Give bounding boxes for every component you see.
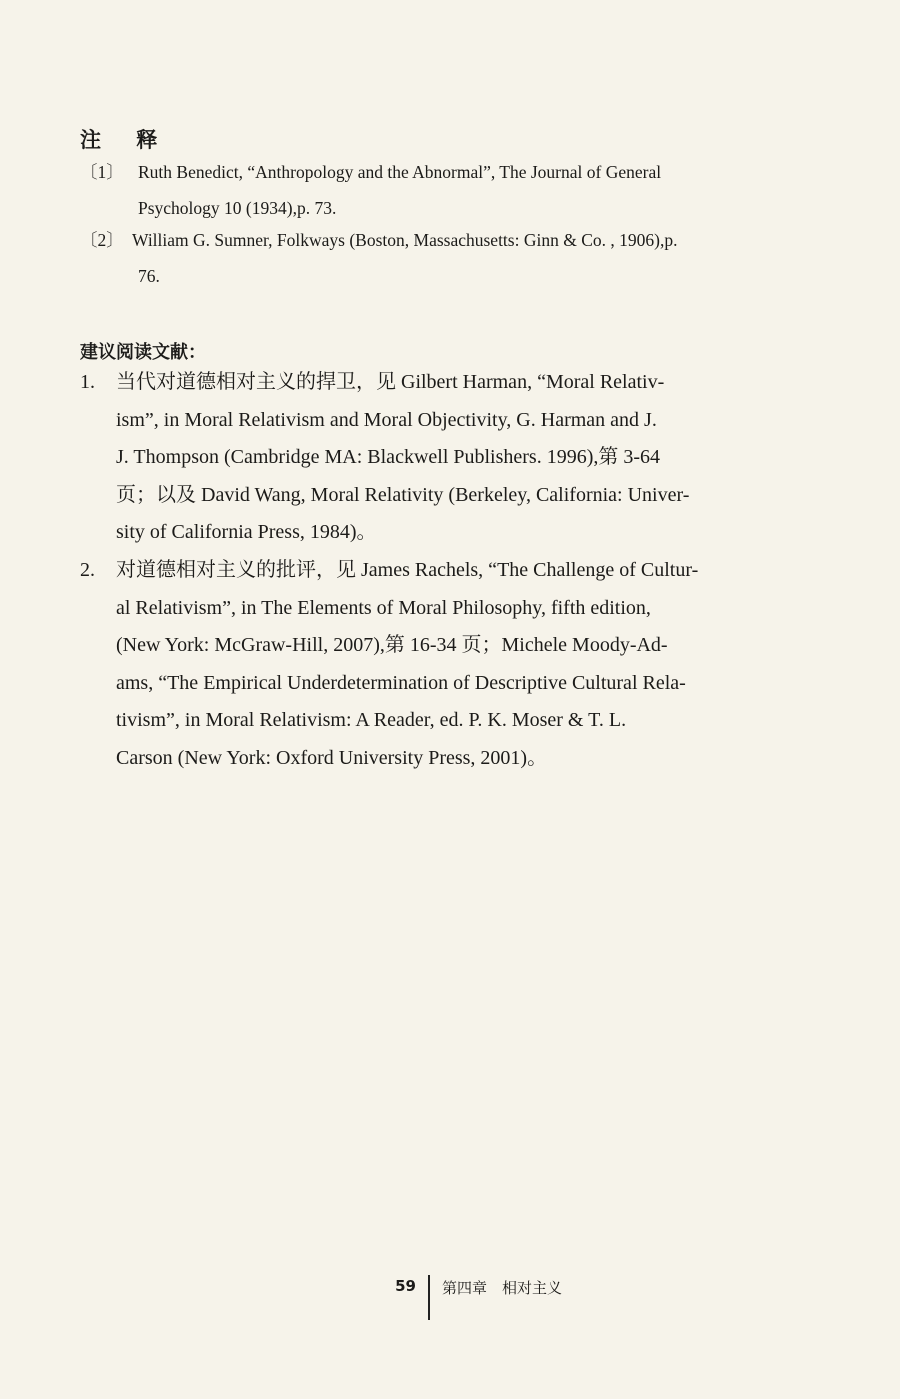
reading-text-line: ams, “The Empirical Underdetermination of Descriptive Cultural Rela-	[116, 671, 686, 694]
reading-item-1	[80, 364, 770, 552]
reading-item-number: 1.	[80, 371, 95, 393]
reading-text-line: al Relativism”, in The Elements of Moral Philosophy, fifth edition,	[116, 596, 651, 619]
suggested-reading-heading: 建议阅读文献：	[80, 342, 206, 363]
footer-divider	[428, 1275, 430, 1320]
reading-text-line: ism”, in Moral Relativism and Moral Objectivity, G. Harman and J.	[116, 408, 657, 431]
reading-text-line: 页；以及 David Wang, Moral Relativity (Berkeley, California: Univer-	[116, 483, 690, 506]
note-text-line: Psychology 10 (1934),p. 73.	[138, 198, 337, 218]
reading-text-line: (New York: McGraw-Hill, 2007),第 16-34 页；Michele Moody-Ad-	[116, 634, 668, 656]
page-number: 59	[395, 1277, 416, 1295]
notes-heading: 注 释	[80, 128, 172, 152]
note-number: 〔2〕	[80, 230, 124, 250]
reading-text-line: Carson (New York: Oxford University Press, 2001)。	[116, 746, 548, 769]
note-text-line: 76.	[138, 266, 160, 286]
reading-text-line: J. Thompson (Cambridge MA: Blackwell Publishers. 1996),第 3-64	[116, 446, 661, 468]
note-item-2	[80, 222, 760, 294]
note-number: 〔1〕	[80, 162, 124, 182]
reading-item-number: 2.	[80, 559, 95, 581]
note-text-line: William G. Sumner, Folkways (Boston, Massachusetts: Ginn & Co. , 1906),p.	[132, 230, 678, 250]
reading-text-line: sity of California Press, 1984)。	[116, 521, 377, 543]
reading-text-line: 当代对道德相对主义的捍卫，见 Gilbert Harman, “Moral Relativ-	[116, 371, 665, 393]
reading-text-line: tivism”, in Moral Relativism: A Reader, ed. P. K. Moser & T. L.	[116, 709, 627, 731]
reading-text-line: 对道德相对主义的批评，见 James Rachels, “The Challenge of Cultur-	[116, 559, 699, 581]
page-footer	[0, 1275, 900, 1325]
note-text-line: Ruth Benedict, “Anthropology and the Abnormal”, The Journal of General	[138, 162, 662, 182]
chapter-title: 第四章 相对主义	[442, 1279, 563, 1297]
note-item-1	[80, 154, 760, 226]
reading-item-2	[80, 552, 770, 777]
